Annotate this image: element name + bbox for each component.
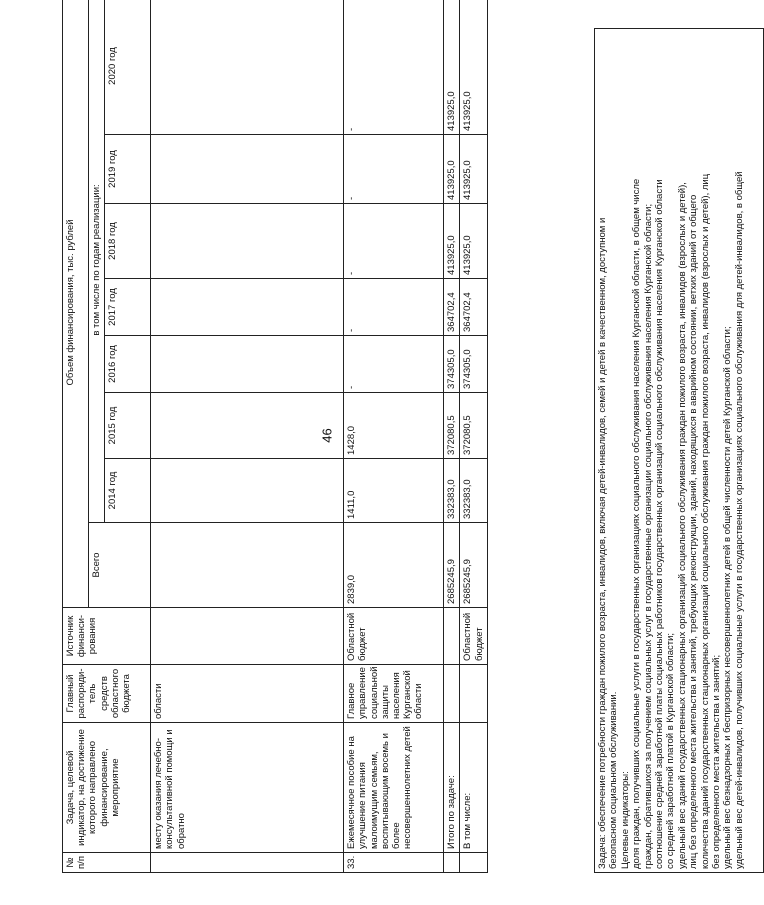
row-year-value: 364702,4 [444, 279, 460, 336]
header-year: 2014 год [105, 459, 151, 523]
row-task: месту оказания лечебно-консультативной помощи и обратно [151, 723, 344, 853]
row-total [151, 523, 344, 608]
row-num [444, 853, 460, 873]
row-num: 33. [344, 853, 444, 873]
note-line: без определенного места жительства и занятий; [710, 654, 722, 869]
table-row [151, 0, 344, 873]
row-year-value [151, 279, 344, 336]
header-year: 2017 год [105, 279, 151, 336]
row-year-value [151, 393, 344, 459]
note-line: удельный вес детей-инвалидов, получивших социальные услуги в государственных организациях социального обслуживания для детей-инвалидов, в общей [733, 171, 745, 869]
row-year-value: 332383,0 [444, 459, 460, 523]
note-line: количества зданий государственных стационарных организаций социального обслуживания граждан пожилого возраста, инвалидов (взрослых и детей), лиц [699, 173, 711, 869]
row-year-value: 413925,0 [460, 204, 488, 279]
row-manager: Главное управление социальной защиты населения Курганской области [344, 665, 444, 723]
row-year-value [151, 336, 344, 393]
note-line: доля граждан, получивших социальные услуги в государственных организациях социального обслуживания населения Курганской области, в общем числе [631, 178, 643, 869]
note-line: Задача: обеспечение потребности граждан пожилого возраста, инвалидов, включая детей-инвалидов, семей и детей в качественном, доступном и [597, 217, 608, 869]
row-year-value: - [344, 204, 444, 279]
header-source: Источник финанси-рования [63, 608, 151, 665]
row-source [151, 608, 344, 665]
row-year-value: - [344, 336, 444, 393]
note-line: безопасном социальном обслуживании. [608, 691, 620, 869]
note-line: удельный вес безнадзорных и беспризорных несовершеннолетних детей в общей численности детей Курганской области; [722, 326, 734, 869]
financing-table [62, 0, 488, 873]
row-year-value [151, 135, 344, 204]
table-row [344, 0, 444, 873]
note-line: удельный вес зданий государственных стационарных организаций социального обслуживания граждан пожилого возраста, инвалидов (взрослых и детей), [676, 182, 688, 869]
header-manager: Главный распоряди-тель средств областного бюджета [63, 665, 151, 723]
row-manager [444, 665, 460, 723]
row-year-value: 413925,0 [460, 135, 488, 204]
row-year-value: - [344, 279, 444, 336]
row-task: Итого по задаче: [444, 723, 460, 853]
row-num [151, 853, 344, 873]
row-task: В том числе: [460, 723, 488, 853]
header-total: Всего [89, 523, 151, 608]
row-total: 2685245,9 [460, 523, 488, 608]
row-year-value: 413925,0 [444, 204, 460, 279]
row-year-value: 1411,0 [344, 459, 444, 523]
row-year-value: 372080,5 [444, 393, 460, 459]
row-year-value: - [344, 0, 444, 135]
row-source [444, 608, 460, 665]
table-row [444, 0, 460, 873]
header-year: 2018 год [105, 204, 151, 279]
row-source: Областной бюджет [460, 608, 488, 665]
row-year-value: 364702,4 [460, 279, 488, 336]
row-year-value: 374305,0 [444, 336, 460, 393]
row-year-value: 413925,0 [444, 0, 460, 135]
note-line: лиц без определенного места жительства и занятий, требующих реконструкции, зданий, находящихся в аварийном состоянии, ветхих зданий от общего [688, 194, 700, 869]
table-row [460, 0, 488, 873]
row-year-value: 332383,0 [460, 459, 488, 523]
row-year-value [151, 204, 344, 279]
row-manager [460, 665, 488, 723]
header-task: Задача, целевой индикатор, на достижение которого направлено финансирование, мероприятие [63, 723, 151, 853]
row-year-value: 372080,5 [460, 393, 488, 459]
header-year: 2020 год [105, 0, 151, 135]
row-total: 2839,0 [344, 523, 444, 608]
row-task: Ежемесячное пособие на улучшение питания малоимущим семьям, воспитывающим восемь и более несовершеннолетних детей [344, 723, 444, 853]
header-year: 2016 год [105, 336, 151, 393]
row-year-value [151, 459, 344, 523]
rotated-page [62, 28, 745, 873]
header-volume: Объем финансирования, тыс. рублей [63, 0, 89, 608]
header-num: № п/п [63, 853, 151, 873]
row-year-value: 413925,0 [460, 0, 488, 135]
row-manager: области [151, 665, 344, 723]
note-line: Целевые индикаторы: [619, 771, 631, 869]
row-year-value: 413925,0 [444, 135, 460, 204]
row-total: 2685245,9 [444, 523, 460, 608]
row-source: Областной бюджет [344, 608, 444, 665]
header-year: 2019 год [105, 135, 151, 204]
row-year-value: - [344, 135, 444, 204]
note-line: со средней заработной платой в Курганской области; [665, 632, 677, 869]
row-year-value [151, 0, 344, 135]
row-year-value: 1428,0 [344, 393, 444, 459]
page-number: 46 [319, 428, 335, 443]
task-notes [594, 28, 764, 873]
header-incl: в том числе по годам реализации: [89, 0, 105, 523]
row-year-value: 374305,0 [460, 336, 488, 393]
row-num [460, 853, 488, 873]
note-line: соотношение средней заработной платы социальных работников государственных организаций социального обслуживания населения Курганской области [653, 179, 665, 869]
header-year: 2015 год [105, 393, 151, 459]
note-line: граждан, обратившихся за получением социальных услуг в государственные организации социального обслуживания населения Курганской области; [642, 203, 654, 869]
